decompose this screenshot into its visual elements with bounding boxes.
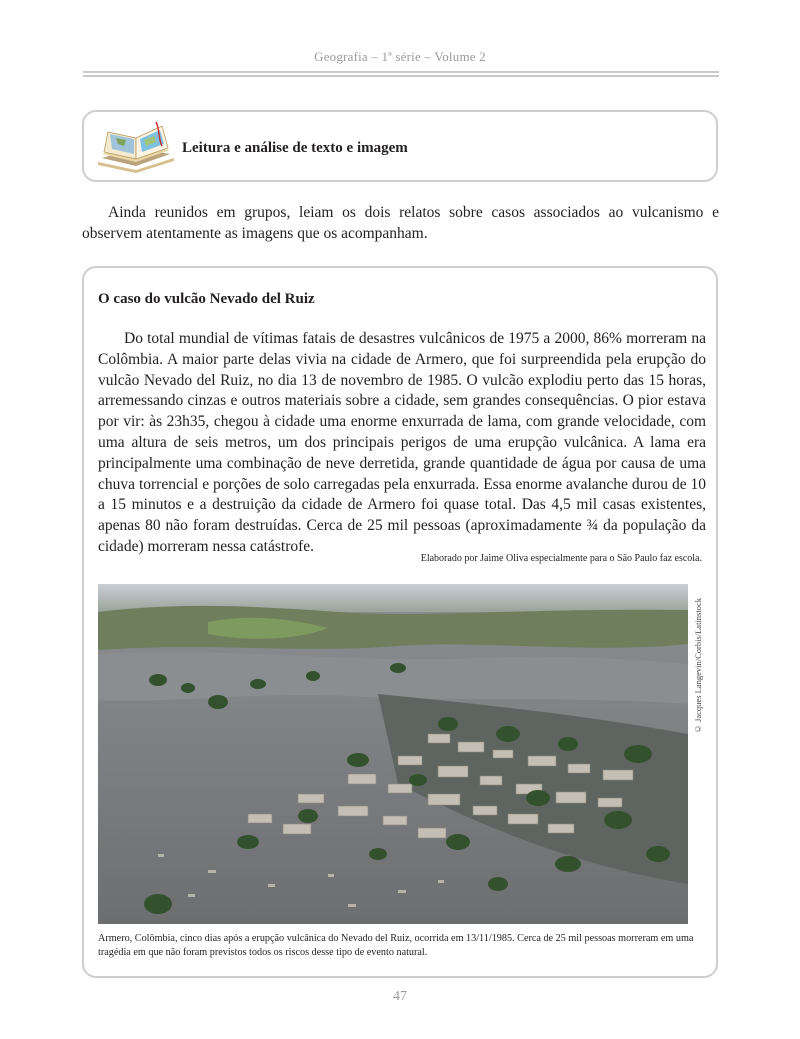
- case-title: O caso do vulcão Nevado del Ruiz: [98, 291, 315, 307]
- case-text: Do total mundial de vítimas fatais de desastres vulcânicos de 1975 a 2000, 86% morreram na Colômbia. A maior parte delas vivia na cidade de Armero, que foi surpreendida pela erupção do vulcão Nevado del Ruiz, no dia 13 de novembro de 1985. O vulcão explodiu perto das 15 horas, arremessando cinzas e outros materiais sobre a cidade, sem grandes consequências. O pior estava por vir: às 23h35, chegou à cidade uma enorme enxurrada de lama, com grande velocidade, com uma altura de seis metros, um dos principais perigos de uma erupção vulcânica. A lama era principalmente uma combinação de neve derretida, grande quantidade de água por causa de uma chuva torrencial e porções de solo carregadas pela enxurrada. Essa enorme avalanche durou de 10 a 15 minutos e a destruição da cidade de Armero foi quase total. Das 4,5 mil casas existentes, apenas 80 não foram destruídas. Cerca de 25 mil pessoas (aproximadamente ¾ da população da cidade) morreram nessa catástrofe.: [98, 330, 706, 555]
- case-box: [82, 266, 718, 978]
- intro-paragraph: Ainda reunidos em grupos, leiam os dois relatos sobre casos associados ao vulcanismo e observem atentamente as imagens que os acompanham.: [82, 204, 719, 242]
- book-icon: [96, 118, 176, 176]
- running-header: Geografia – 1ª série – Volume 2: [314, 49, 486, 64]
- header-rule: [83, 71, 719, 77]
- photo-caption: Armero, Colômbia, cinco dias após a erupção vulcânica do Nevado del Ruiz, ocorrida em 13/11/1985. Cerca de 25 mil pessoas morreram em uma tragédia em que não foram previstos todos os riscos desse tipo de evento natural.: [98, 933, 694, 958]
- section-box: [82, 110, 718, 182]
- armero-aerial-photo: [98, 584, 688, 924]
- photo-credit-text: © Jacques Langevin/Corbis/Latinstock: [693, 598, 703, 735]
- page-number: 47: [393, 989, 407, 1004]
- section-title: Leitura e análise de texto e imagem: [182, 140, 408, 156]
- source-note: Elaborado por Jaime Oliva especialmente para o São Paulo faz escola.: [420, 553, 702, 564]
- photo-credit: [690, 584, 706, 924]
